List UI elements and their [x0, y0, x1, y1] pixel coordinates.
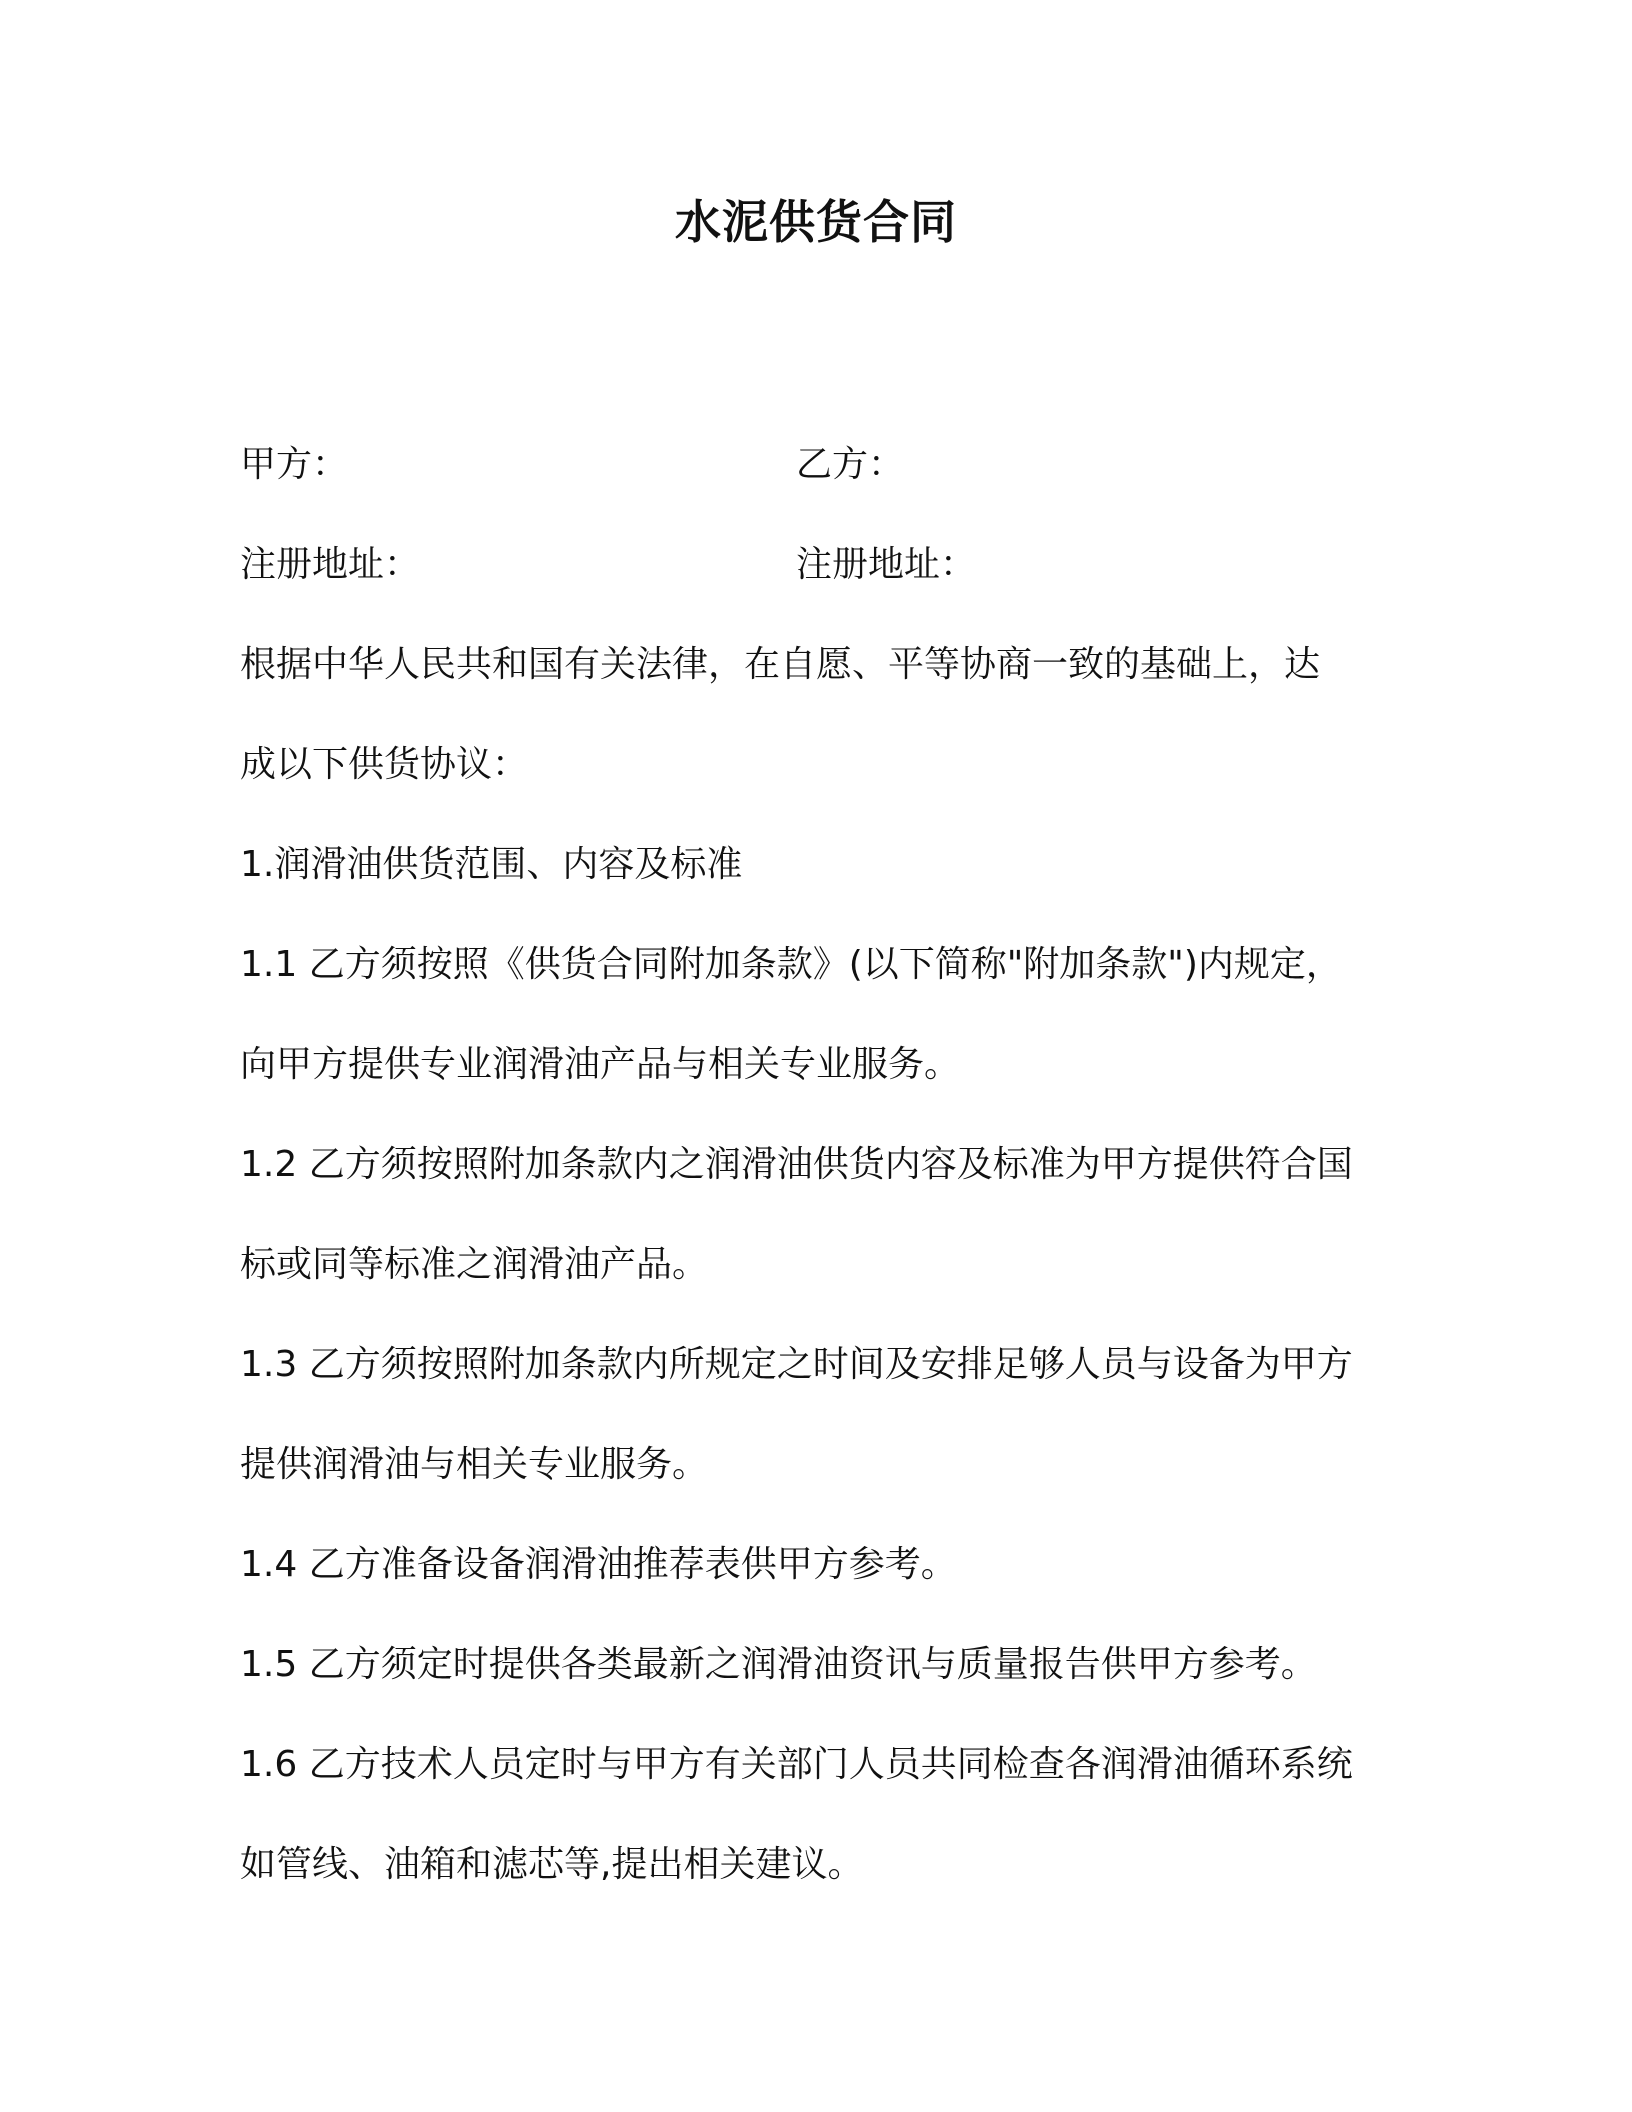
clause-1-2-line-1: 1.2 乙方须按照附加条款内之润滑油供货内容及标准为甲方提供符合国 — [240, 1144, 1353, 1185]
clause-1-3-line-2: 提供润滑油与相关专业服务。 — [240, 1444, 709, 1485]
clause-1-1-line-2: 向甲方提供专业润滑油产品与相关专业服务。 — [240, 1044, 961, 1085]
party-a-address-label: 注册地址： — [240, 544, 421, 585]
party-address-row — [240, 515, 1400, 615]
preamble-line-2: 成以下供货协议： — [240, 744, 529, 785]
clause-1-6-line-1: 1.6 乙方技术人员定时与甲方有关部门人员共同检查各润滑油循环系统 — [240, 1744, 1353, 1785]
clause-1-3-line-1: 1.3 乙方须按照附加条款内所规定之时间及安排足够人员与设备为甲方 — [240, 1344, 1353, 1385]
clause-1-5-line-1: 1.5 乙方须定时提供各类最新之润滑油资讯与质量报告供甲方参考。 — [240, 1644, 1317, 1685]
clause-1-1-line-1: 1.1 乙方须按照《供货合同附加条款》(以下简称"附加条款")内规定， — [240, 944, 1342, 985]
document-title: 水泥供货合同 — [675, 195, 957, 249]
preamble-line-1: 根据中华人民共和国有关法律，在自愿、平等协商一致的基础上，达 — [240, 644, 1321, 685]
clause-1-2-line-2: 标或同等标准之润滑油产品。 — [240, 1244, 709, 1285]
clause-1-4-line-1: 1.4 乙方准备设备润滑油推荐表供甲方参考。 — [240, 1544, 957, 1585]
section-1-heading: 1.润滑油供货范围、内容及标准 — [240, 844, 743, 885]
party-b-label: 乙方： — [796, 444, 905, 485]
party-name-row — [240, 415, 1400, 515]
party-b-address-label: 注册地址： — [796, 544, 977, 585]
clause-1-6-line-2: 如管线、油箱和滤芯等,提出相关建议。 — [240, 1844, 864, 1885]
party-a-label: 甲方： — [240, 444, 349, 485]
contract-body — [240, 415, 1400, 1915]
